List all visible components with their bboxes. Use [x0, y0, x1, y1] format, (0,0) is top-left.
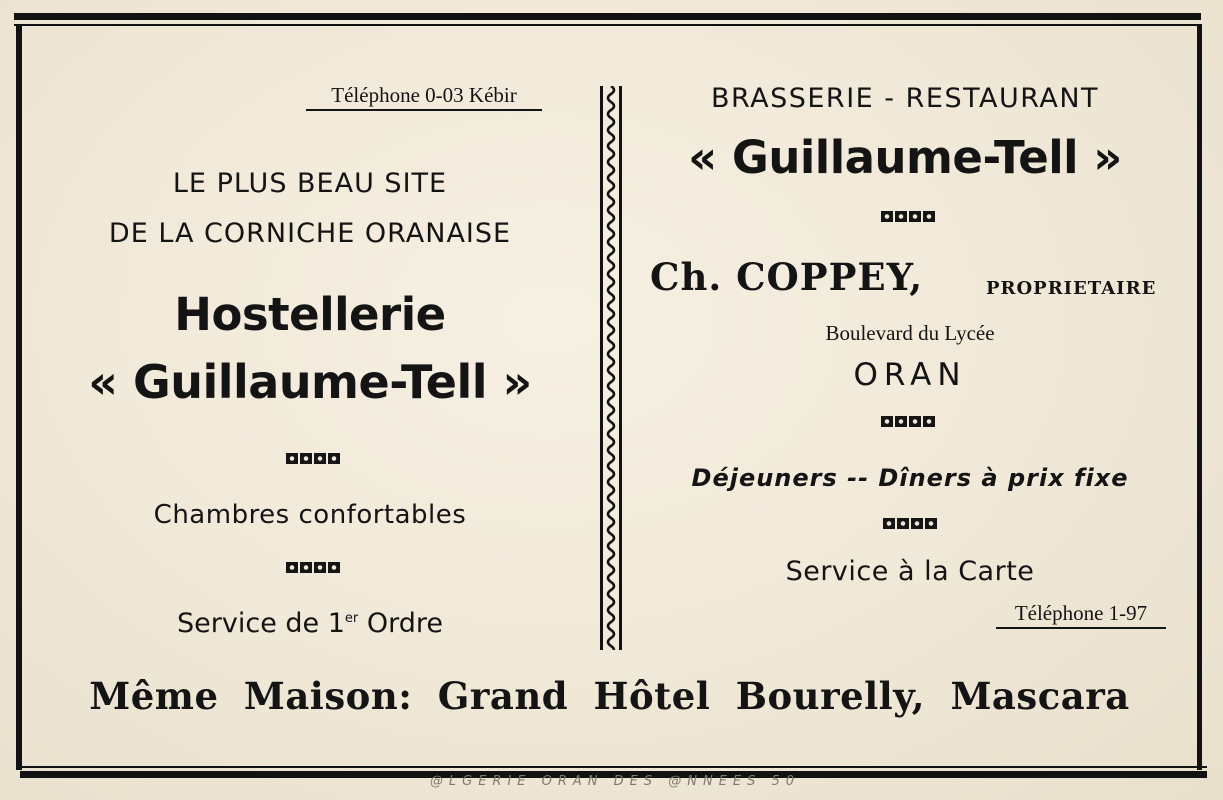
- brasserie-heading: BRASSERIE - RESTAURANT: [710, 83, 1100, 114]
- watermark: @LGERIE ORAN DES @NNEES 50: [429, 774, 801, 789]
- frame-right-rule: [1197, 24, 1202, 770]
- same-house-line: Même Maison: Grand Hôtel Bourelly, Mascara: [89, 674, 1130, 718]
- address: Boulevard du Lycée: [825, 321, 995, 345]
- owner-name: Ch. COPPEY,: [650, 255, 924, 299]
- ornament-divider: [881, 416, 935, 427]
- service-prefix: Service de 1: [177, 608, 345, 639]
- rooms-text: Chambres confortables: [153, 500, 467, 530]
- service-first-order: [40, 608, 580, 639]
- right-telephone: Téléphone 1-97: [996, 601, 1166, 629]
- wavy-column-divider: [596, 86, 626, 650]
- frame-top-thick-rule: [14, 13, 1201, 20]
- hostellerie-name: « Guillaume-Tell »: [88, 355, 532, 409]
- site-line-2: DE LA CORNICHE ORANAISE: [108, 218, 512, 249]
- ornament-divider: [883, 518, 937, 529]
- city: ORAN: [853, 357, 967, 393]
- frame-left-rule: [16, 24, 22, 770]
- meals-text: Déjeuners -- Dîners à prix fixe: [691, 464, 1129, 492]
- site-line-1: LE PLUS BEAU SITE: [172, 168, 448, 199]
- service-a-la-carte: Service à la Carte: [785, 556, 1035, 587]
- service-suffix: Ordre: [358, 608, 443, 639]
- restaurant-name: « Guillaume-Tell »: [688, 131, 1122, 184]
- frame-bottom-thin-rule: [20, 766, 1207, 768]
- service-superscript: er: [344, 611, 359, 626]
- ornament-divider: [286, 453, 340, 464]
- frame-top-thin-rule: [14, 24, 1201, 26]
- hostellerie-heading: Hostellerie: [174, 288, 446, 341]
- owner-title: PROPRIETAIRE: [986, 278, 1157, 299]
- ornament-divider: [881, 211, 935, 222]
- left-telephone: Téléphone 0-03 Kébir: [306, 83, 542, 111]
- ornament-divider: [286, 562, 340, 573]
